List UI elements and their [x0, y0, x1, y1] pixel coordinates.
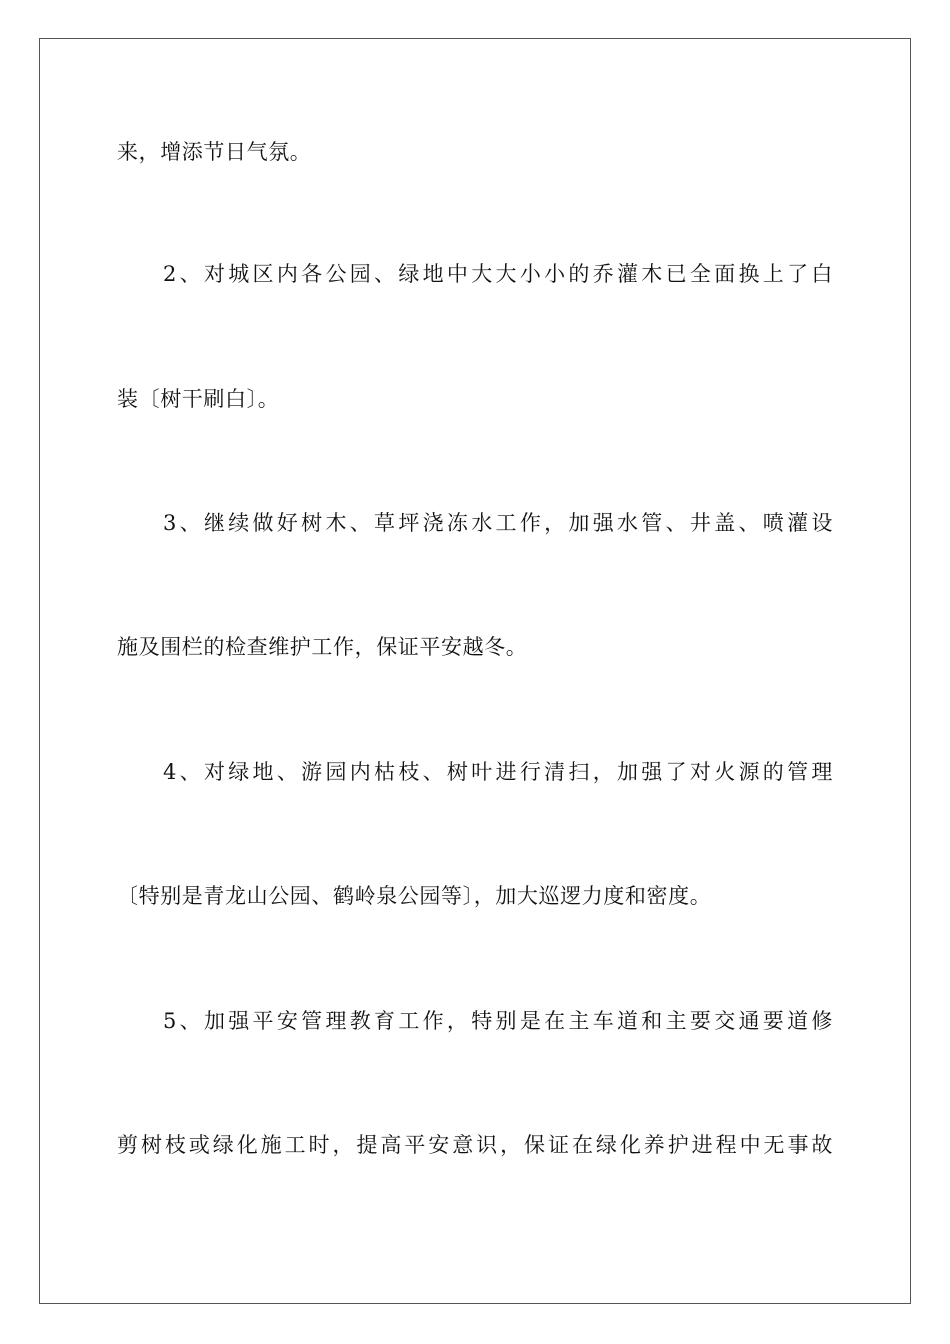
- paragraph-3-line-1: 3、继续做好树木、草坪浇冻水工作，加强水管、井盖、喷灌设: [163, 511, 833, 535]
- page-border: [39, 38, 911, 1304]
- paragraph-2-line-2: 装〔树干刷白〕。: [117, 387, 280, 411]
- paragraph-3-line-2: 施及围栏的检查维护工作，保证平安越冬。: [117, 635, 528, 659]
- paragraph-4-line-2: 〔特别是青龙山公园、鹤岭泉公园等〕，加大巡逻力度和密度。: [117, 884, 712, 908]
- paragraph-5-line-2: 剪树枝或绿化施工时，提高平安意识，保证在绿化养护进程中无事故: [117, 1133, 833, 1157]
- paragraph-4-line-1: 4、对绿地、游园内枯枝、树叶进行清扫，加强了对火源的管理: [163, 760, 833, 784]
- paragraph-1-line-2: 来，增添节日气氛。: [117, 140, 312, 164]
- paragraph-5-line-1: 5、加强平安管理教育工作，特别是在主车道和主要交通要道修: [163, 1009, 833, 1033]
- paragraph-2-line-1: 2、对城区内各公园、绿地中大大小小的乔灌木已全面换上了白: [163, 262, 833, 286]
